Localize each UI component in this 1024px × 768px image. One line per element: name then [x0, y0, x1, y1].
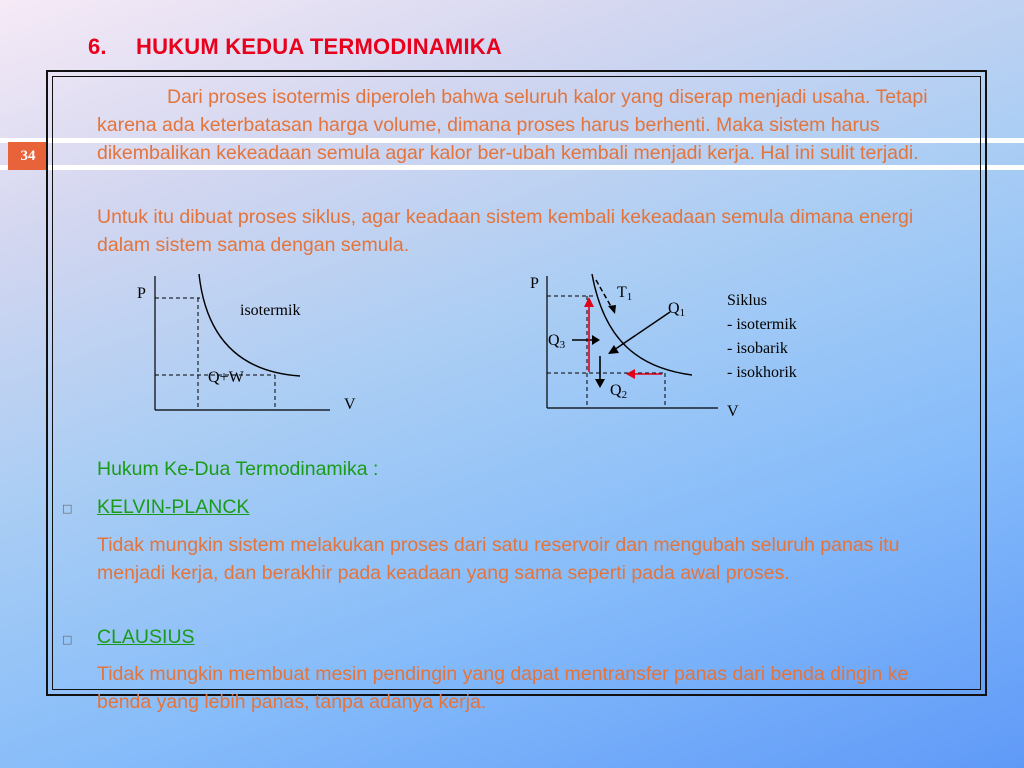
p-axis-label: P: [530, 275, 539, 292]
q1-arrowhead: [608, 345, 619, 354]
intro-paragraph: Dari proses isotermis diperoleh bahwa seluruh kalor yang diserap menjadi usaha. Tetapi karena ada keterbatasan harga volume, dimana proses harus berhenti. Maka sistem harus dikembalikan kekeadaan semula agar kalor ber-ubah kembali menjadi kerja. Hal ini sulit terjadi.: [97, 86, 928, 164]
p-axis-label: P: [137, 285, 146, 302]
title-number: 6.: [88, 34, 107, 59]
clausius-title: CLAUSIUS: [97, 626, 195, 648]
isobaric-red-arrowhead: [626, 369, 635, 379]
clausius-text: Tidak mungkin membuat mesin pendingin yang dapat mentransfer panas dari benda dingin ke benda yang lebih panas, tanpa adanya kerja.: [97, 663, 909, 713]
bullet-icon: □: [62, 633, 73, 646]
isotherm-curve: [199, 274, 300, 376]
t1-label: T1: [617, 284, 633, 303]
q2-label: Q2: [610, 382, 628, 401]
legend-title: Siklus: [727, 292, 768, 309]
t1-dashed-arrow: [596, 280, 613, 310]
q1-arrow: [614, 312, 670, 350]
q3-label: Q3: [548, 332, 566, 351]
page-number-badge: 34: [8, 142, 48, 170]
isotherm-curve: [592, 274, 692, 375]
title-text: HUKUM KEDUA TERMODINAMIKA: [136, 34, 502, 59]
kelvin-planck-title: KELVIN-PLANCK: [97, 496, 250, 518]
v-axis-label: V: [727, 403, 739, 420]
t1-arrowhead: [608, 305, 616, 314]
legend-item: - isobarik: [727, 340, 788, 357]
kelvin-planck-text: Tidak mungkin sistem melakukan proses dari satu reservoir dan mengubah seluruh panas itu menjadi kerja, dan berakhir pada keadaan yang sama seperti pada awal proses.: [97, 534, 900, 584]
q-plus-w-label: Q+W: [208, 369, 244, 386]
bullet-icon: □: [62, 502, 73, 515]
slide-title: [88, 34, 502, 60]
q1-label: Q1: [668, 300, 686, 319]
cycle-diagram: [520, 268, 840, 428]
q3-arrowhead: [592, 335, 600, 345]
laws-heading: Hukum Ke-Dua Termodinamika :: [97, 458, 379, 480]
v-axis-label: V: [344, 396, 356, 413]
isothermal-diagram: [130, 268, 370, 428]
isotermik-label: isotermik: [240, 302, 301, 319]
legend-item: - isotermik: [727, 316, 797, 333]
isochoric-red-arrowhead: [584, 297, 594, 307]
legend-item: - isokhorik: [727, 364, 797, 381]
q2-arrowhead: [595, 379, 605, 388]
cycle-paragraph: Untuk itu dibuat proses siklus, agar keadaan sistem kembali kekeadaan semula dimana energi dalam sistem sama dengan semula.: [97, 206, 914, 256]
